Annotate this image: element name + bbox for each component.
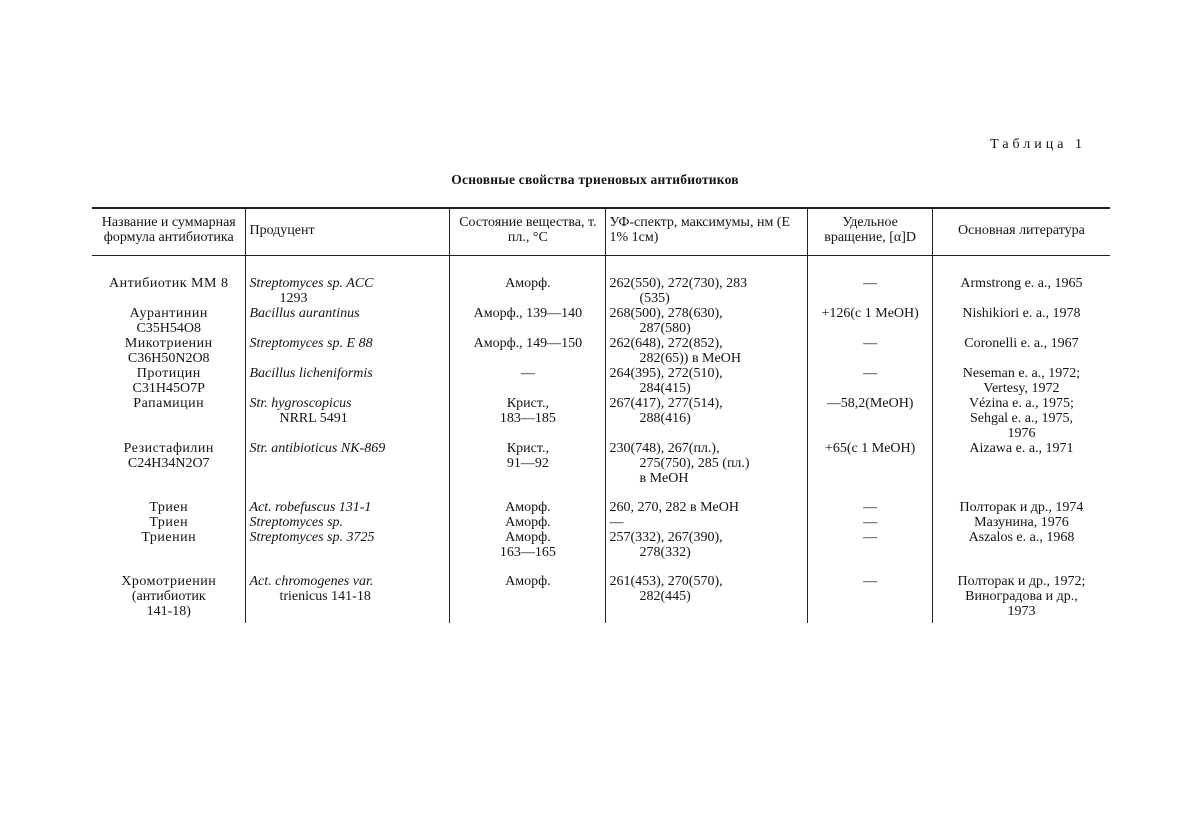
cell-literature [932,336,1110,366]
cell-rotation-line: — [863,500,878,515]
cell-name-line: 141-18) [146,604,191,619]
cell-uv-spectrum-line: 288(416) [639,411,691,426]
cell-uv-spectrum [606,336,808,366]
cell-rotation [808,515,933,530]
cell-rotation-line: +65(c 1 MeOH) [824,441,916,456]
cell-state [450,441,606,486]
cell-name-line: Триен [149,515,189,530]
cell-rotation-line: —58,2(MeOH) [826,396,914,411]
cell-literature-line: Aizawa e. a., 1971 [969,441,1074,456]
header-rotation: Удельное вращение, [α]D [808,208,933,256]
cell-literature-line: Виноградова и др., [965,589,1078,604]
cell-state [450,336,606,366]
cell-producer-line: Str. hygroscopicus [249,396,352,411]
cell-literature-line: 1973 [1007,604,1036,619]
cell-name-line: C35H54O8 [136,321,202,336]
cell-producer [246,530,450,560]
cell-literature [932,441,1110,486]
cell-uv-spectrum [606,560,808,623]
cell-literature-line: Sehgal e. a., 1975, [969,411,1073,426]
table-row [92,306,1110,336]
cell-literature-line: Полторак и др., 1972; [957,574,1086,589]
cell-name [92,306,246,336]
cell-producer-line: Str. antibioticus NK-869 [249,441,386,456]
cell-name [92,256,246,307]
cell-name [92,515,246,530]
cell-producer-line: Bacillus licheniformis [249,366,373,381]
cell-producer-line: Act. robefuscus 131-1 [249,500,372,515]
cell-rotation [808,486,933,515]
cell-rotation [808,441,933,486]
cell-name [92,441,246,486]
cell-uv-spectrum [606,515,808,530]
table-row [92,560,1110,623]
cell-uv-spectrum-line: 282(65)) в MeOH [639,351,741,366]
cell-literature-line: Armstrong e. a., 1965 [960,276,1083,291]
cell-literature [932,530,1110,560]
cell-state-line: Аморф. [505,530,551,545]
cell-uv-spectrum-line: 262(648), 272(852), [609,336,723,351]
cell-state [450,515,606,530]
cell-producer-line: Streptomyces sp. 3725 [249,530,375,545]
header-state: Состояние вещества, т. пл., °С [450,208,606,256]
cell-rotation-line: — [863,276,878,291]
cell-uv-spectrum-line: 264(395), 272(510), [609,366,723,381]
cell-uv-spectrum-line: 275(750), 285 (пл.) [639,456,750,471]
cell-uv-spectrum [606,530,808,560]
cell-literature [932,396,1110,441]
cell-name-line: (антибиотик [131,589,206,604]
cell-producer [246,306,450,336]
cell-producer [246,515,450,530]
cell-name-line: C36H50N2O8 [127,351,210,366]
cell-rotation [808,256,933,307]
cell-rotation-line: — [863,366,878,381]
cell-literature [932,486,1110,515]
cell-producer-line: Streptomyces sp. E 88 [249,336,373,351]
cell-uv-spectrum [606,306,808,336]
cell-uv-spectrum-line: 267(417), 277(514), [609,396,723,411]
cell-literature [932,515,1110,530]
cell-name-line: C24H34N2O7 [127,456,210,471]
table-caption: Основные свойства триеновых антибиотиков [451,172,739,187]
cell-name [92,396,246,441]
header-name-formula: Название и суммарная формула антибиотика [92,208,246,256]
cell-state-line: 183—185 [499,411,556,426]
cell-rotation [808,366,933,396]
cell-literature-line: Aszalos e. a., 1968 [968,530,1075,545]
cell-uv-spectrum-line: 287(580) [639,321,691,336]
cell-state-line: 91—92 [506,456,549,471]
cell-uv-spectrum [606,441,808,486]
table-row [92,530,1110,560]
cell-state-line: Аморф. [505,515,551,530]
cell-rotation [808,336,933,366]
cell-producer-line: trienicus 141-18 [279,589,371,604]
table-number-label: Таблица 1 [990,137,1086,152]
table-header-row [92,208,1110,256]
cell-literature [932,256,1110,307]
table-row [92,256,1110,307]
cell-literature-line: Мазунина, 1976 [974,515,1069,530]
cell-uv-spectrum-line: (535) [639,291,670,306]
cell-producer [246,256,450,307]
cell-producer [246,336,450,366]
cell-producer [246,396,450,441]
cell-uv-spectrum-line: 284(415) [639,381,691,396]
table-row [92,515,1110,530]
cell-state [450,486,606,515]
cell-state-line: Аморф., 149—150 [473,336,583,351]
cell-name [92,366,246,396]
cell-uv-spectrum-line: 230(748), 267(пл.), [609,441,720,456]
cell-literature [932,306,1110,336]
cell-literature [932,366,1110,396]
cell-producer-line: Streptomyces sp. [249,515,344,530]
table-row [92,366,1110,396]
cell-uv-spectrum [606,366,808,396]
cell-name [92,336,246,366]
cell-uv-spectrum [606,486,808,515]
cell-producer [246,486,450,515]
cell-producer [246,560,450,623]
cell-literature-line: Coronelli e. a., 1967 [964,336,1079,351]
cell-name-line: C31H45O7P [132,381,205,396]
cell-producer-line: Act. chromogenes var. [249,574,374,589]
cell-rotation-line: — [863,515,878,530]
antibiotics-table [92,207,1110,623]
cell-state-line: Крист., [506,396,549,411]
cell-literature-line: Полторак и др., 1974 [959,500,1084,515]
cell-uv-spectrum [606,256,808,307]
cell-name-line: Антибиотик MM 8 [109,276,229,291]
cell-rotation [808,560,933,623]
cell-name-line: Хромотриенин [121,574,217,589]
table-row [92,441,1110,486]
cell-name [92,560,246,623]
cell-producer-line: NRRL 5491 [279,411,348,426]
cell-uv-spectrum-line: 257(332), 267(390), [609,530,723,545]
cell-rotation-line: +126(c 1 MeOH) [821,306,919,321]
cell-name-line: Микотриенин [124,336,213,351]
cell-state [450,560,606,623]
table-row [92,336,1110,366]
cell-uv-spectrum [606,396,808,441]
cell-uv-spectrum-line: 262(550), 272(730), 283 [609,276,748,291]
cell-producer-line: 1293 [279,291,308,306]
cell-name-line: Резистафилин [123,441,214,456]
cell-name [92,530,246,560]
cell-name [92,486,246,515]
cell-uv-spectrum-line: 278(332) [639,545,691,560]
cell-name-line: Протицин [136,366,201,381]
table-row [92,486,1110,515]
cell-uv-spectrum-line: в MeOH [639,471,689,486]
cell-state-line: Аморф. [505,500,551,515]
cell-producer-line: Streptomyces sp. ACC [249,276,374,291]
table-row [92,396,1110,441]
cell-state [450,256,606,307]
cell-name-line: Триен [149,500,189,515]
cell-state [450,306,606,336]
cell-state-line: Аморф., 139—140 [473,306,583,321]
cell-state [450,366,606,396]
cell-state [450,396,606,441]
header-producer: Продуцент [246,208,450,256]
cell-literature-line: Nishikiori e. a., 1978 [962,306,1081,321]
cell-uv-spectrum-line: 282(445) [639,589,691,604]
cell-rotation [808,396,933,441]
cell-state-line: 163—165 [499,545,556,560]
cell-state [450,530,606,560]
cell-rotation-line: — [863,530,878,545]
table-body [92,256,1110,624]
cell-uv-spectrum-line: 268(500), 278(630), [609,306,723,321]
cell-uv-spectrum-line: 261(453), 270(570), [609,574,723,589]
cell-literature-line: Neseman e. a., 1972; [962,366,1081,381]
cell-name-line: Рапамицин [133,396,205,411]
cell-literature-line: 1976 [1007,426,1036,441]
cell-literature-line: Vertesy, 1972 [983,381,1060,396]
cell-state-line: Аморф. [505,574,551,589]
cell-rotation [808,306,933,336]
cell-producer-line: Bacillus aurantinus [249,306,360,321]
cell-state-line: Аморф. [505,276,551,291]
header-literature: Основная литература [932,208,1110,256]
cell-uv-spectrum-line: — [609,515,624,530]
cell-rotation [808,530,933,560]
cell-literature-line: Vézina e. a., 1975; [968,396,1074,411]
cell-rotation-line: — [863,574,878,589]
header-uv-spectrum: УФ-спектр, максимумы, нм (E 1% 1см) [606,208,808,256]
cell-state-line: — [520,366,535,381]
cell-uv-spectrum-line: 260, 270, 282 в MeOH [609,500,739,515]
cell-name-line: Триенин [141,530,197,545]
cell-state-line: Крист., [506,441,549,456]
cell-name-line: Аурантинин [129,306,208,321]
cell-literature [932,560,1110,623]
cell-rotation-line: — [863,336,878,351]
cell-producer [246,366,450,396]
cell-producer [246,441,450,486]
